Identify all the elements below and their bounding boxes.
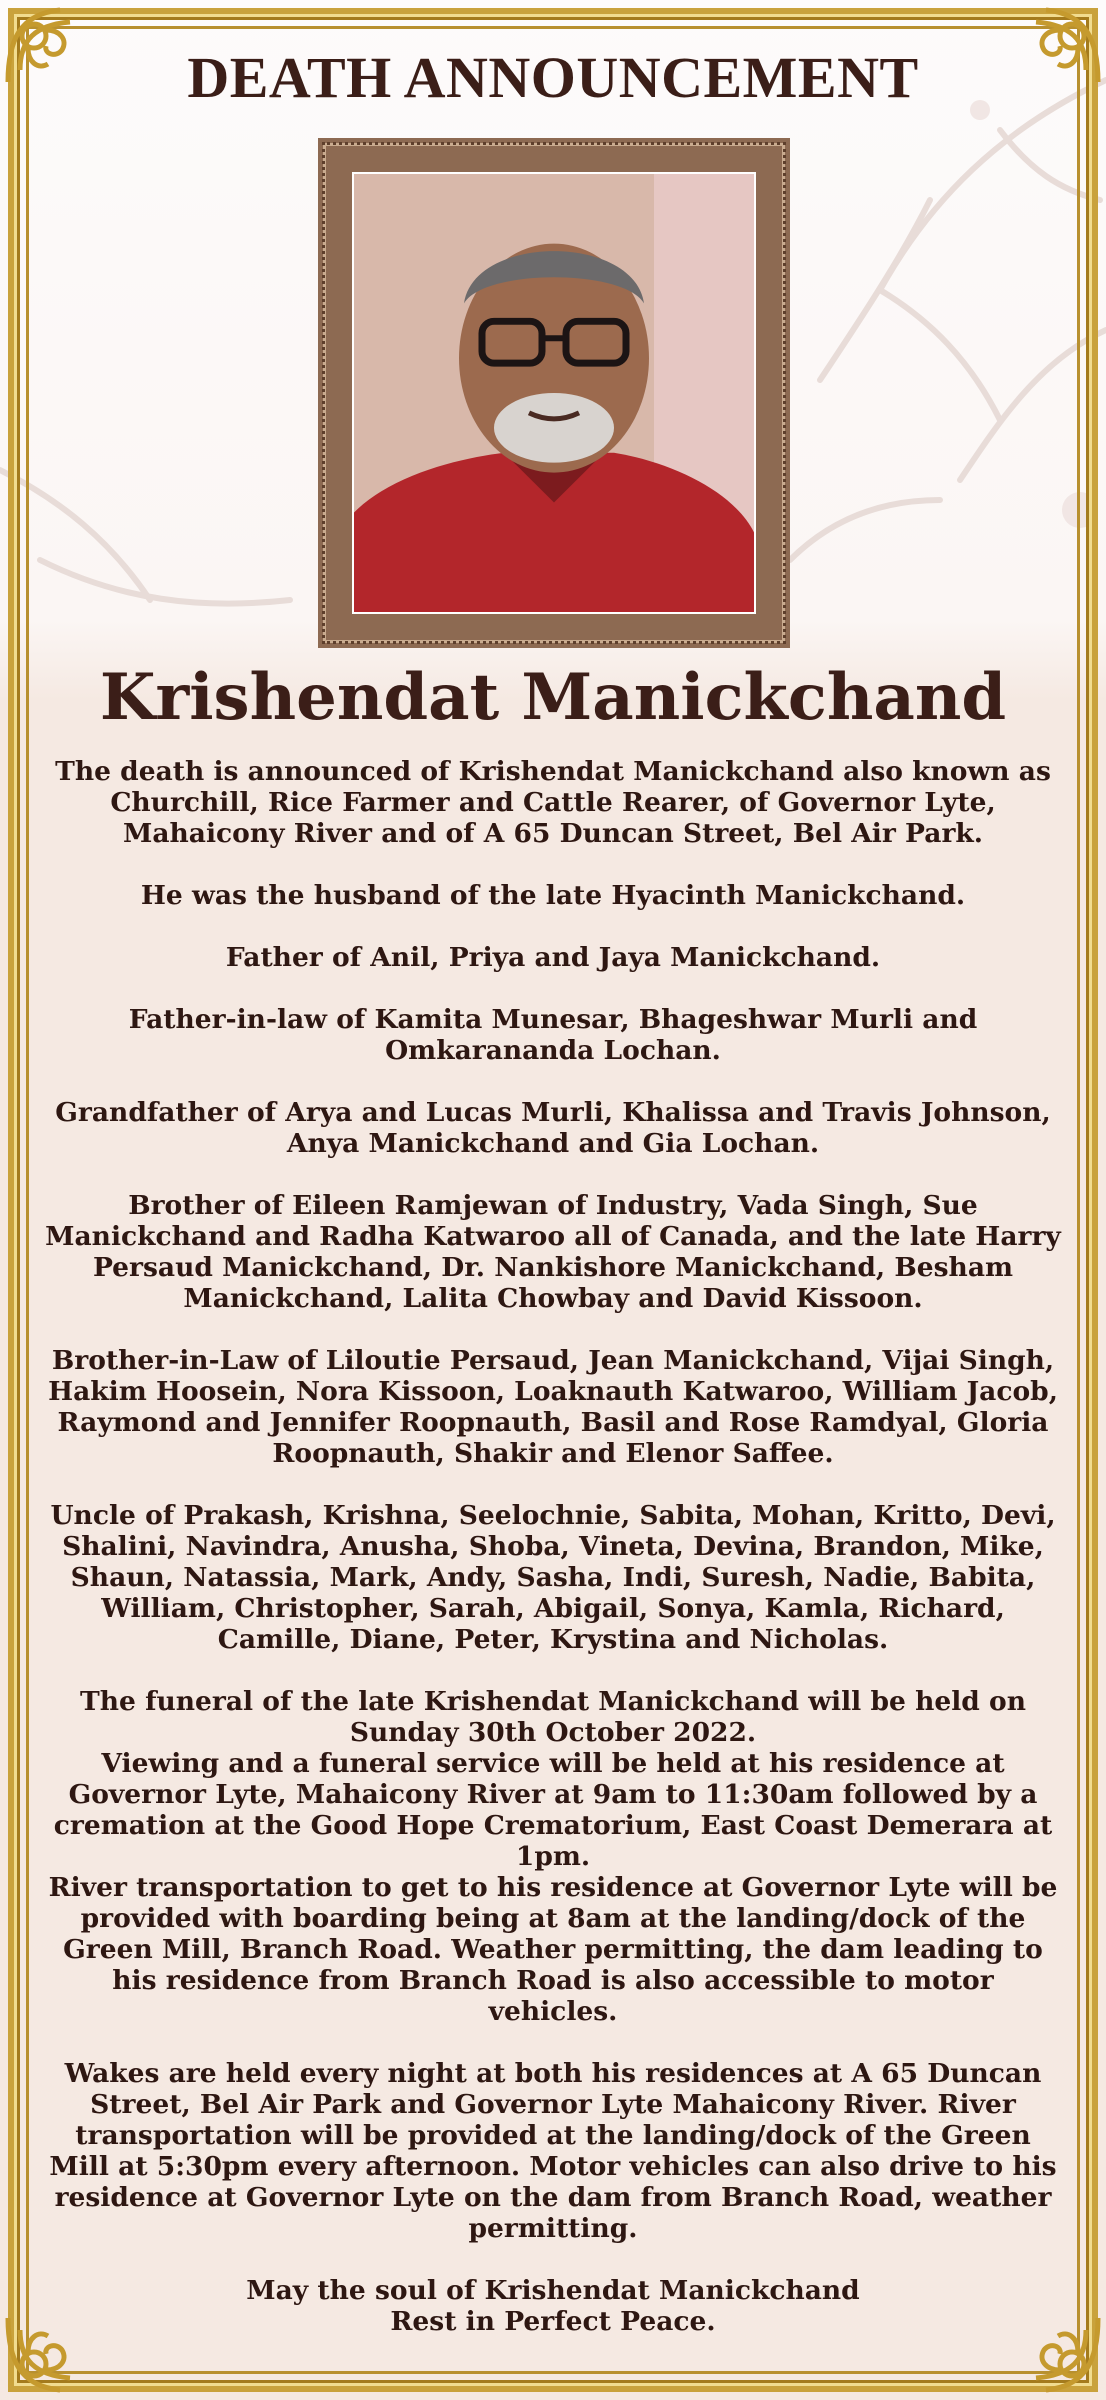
- children-paragraph: Father of Anil, Priya and Jaya Manickchand.: [225, 942, 881, 973]
- portrait-frame: [318, 138, 790, 648]
- funeral-date-line: The funeral of the late Krishendat Manickchand will be held on Sunday 30th October 2022.: [80, 1686, 1026, 1748]
- deceased-name: Krishendat Manickchand: [99, 660, 1007, 735]
- page-title: DEATH ANNOUNCEMENT: [187, 45, 919, 110]
- announcement-body: [44, 756, 1062, 2337]
- nieces-nephews-paragraph: Uncle of Prakash, Krishna, Seelochnie, Sabita, Mohan, Kritto, Devi, Shalini, Navindra, Anusha, Shoba, Vineta, Devina, Brandon, Mike, Shaun, Natassia, Mark, Andy, Sasha, Indi, Suresh, Nadie, Babita, William, Christopher, Sarah, Abigail, Sonya, Kamla, Richard, Camille, Diane, Peter, Krystina and Nicholas.: [50, 1500, 1056, 1655]
- person-portrait-icon: [354, 174, 754, 612]
- river-transport-line: River transportation to get to his residence at Governor Lyte will be provided with boarding being at 8am at the landing/dock of the Green Mill, Branch Road. Weather permitting, the dam leading to his residence from Branch Road is also accessible to motor vehicles.: [48, 1872, 1058, 2027]
- portrait-photo: [352, 172, 756, 614]
- siblings-paragraph: Brother of Eileen Ramjewan of Industry, Vada Singh, Sue Manickchand and Radha Katwaroo all of Canada, and the late Harry Persaud Manickchand, Dr. Nankishore Manickchand, Besham Manickchand, Lalita Chowbay and David Kissoon.: [45, 1190, 1061, 1314]
- intro-paragraph: The death is announced of Krishendat Manickchand also known as Churchill, Rice Farmer and Cattle Rearer, of Governor Lyte, Mahaicony River and of A 65 Duncan Street, Bel Air Park.: [55, 756, 1051, 849]
- siblings-in-law-paragraph: Brother-in-Law of Liloutie Persaud, Jean Manickchand, Vijai Singh, Hakim Hoosein, Nora Kissoon, Loaknauth Katwaroo, William Jacob, Raymond and Jennifer Roopnauth, Basil and Rose Ramdyal, Gloria Roopnauth, Shakir and Elenor Saffee.: [48, 1345, 1058, 1469]
- wakes-paragraph: Wakes are held every night at both his residences at A 65 Duncan Street, Bel Air Park and Governor Lyte Mahaicony River. River transportation will be provided at the landing/dock of the Green Mill at 5:30pm every afternoon. Motor vehicles can also drive to his residence at Governor Lyte on the dam from Branch Road, weather permitting.: [49, 2058, 1057, 2244]
- spouse-paragraph: He was the husband of the late Hyacinth Manickchand.: [140, 880, 966, 911]
- in-laws-paragraph: Father-in-law of Kamita Munesar, Bhageshwar Murli and Omkarananda Lochan.: [128, 1004, 978, 1066]
- closing-line-1: May the soul of Krishendat Manickchand: [246, 2275, 860, 2306]
- grandchildren-paragraph: Grandfather of Arya and Lucas Murli, Khalissa and Travis Johnson, Anya Manickchand and Gia Lochan.: [55, 1097, 1051, 1159]
- funeral-service-line: Viewing and a funeral service will be held at his residence at Governor Lyte, Mahaicony River at 9am to 11:30am followed by a cremation at the Good Hope Crematorium, East Coast Demerara at 1pm.: [53, 1748, 1053, 1872]
- closing-line-2: Rest in Perfect Peace.: [390, 2306, 716, 2337]
